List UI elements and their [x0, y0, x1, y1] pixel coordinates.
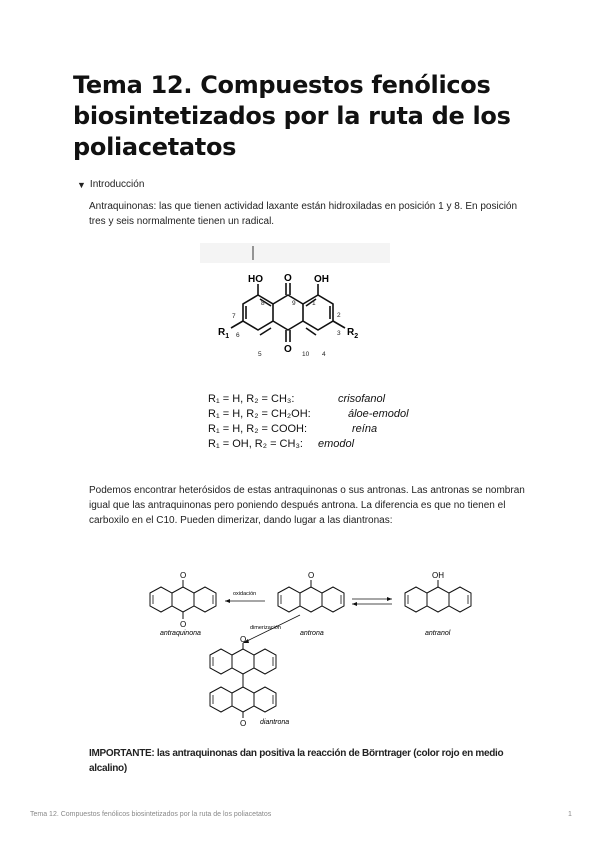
ho-label: HO — [248, 274, 263, 285]
antraquinona-label: antraquinona — [160, 630, 201, 637]
substituent-name-3: reína — [352, 423, 378, 435]
triangle-down-icon: ▼ — [77, 179, 86, 190]
r2-label: $R_2$ — [347, 327, 359, 340]
anthraquinone-structure-figure — [200, 242, 440, 457]
page-footer: Tema 12. Compuestos fenólicos biosintetizados por la ruta de los poliacetatos — [30, 811, 272, 818]
paragraph-importante — [89, 746, 534, 776]
position-9: 9 — [292, 300, 296, 307]
antraquinona-o-top: O — [180, 571, 187, 580]
antrona-structure — [278, 587, 344, 612]
page-number: 1 — [568, 811, 572, 818]
substituent-name-1: crisofanol — [338, 393, 386, 405]
diantrona-lower-structure — [210, 687, 276, 712]
antranol-oh: OH — [432, 571, 444, 580]
position-3: 3 — [337, 330, 341, 337]
position-8: 8 — [261, 300, 265, 307]
oh-label: OH — [314, 274, 329, 285]
oxidacion-label: oxidación — [233, 591, 257, 597]
substituent-name-4: emodol — [318, 438, 355, 450]
antraquinona-o-bottom: O — [180, 620, 187, 629]
position-2: 2 — [337, 312, 341, 319]
position-6: 6 — [236, 332, 240, 339]
position-7: 7 — [232, 313, 236, 320]
dimerizacion-label: dimerización — [250, 625, 281, 631]
importante-label: IMPORTANTE: — [89, 748, 155, 759]
antrona-o-top: O — [308, 571, 315, 580]
anthrone-reactions-figure — [140, 563, 480, 733]
o-top-label: O — [284, 273, 292, 284]
section-toggle-introduccion[interactable] — [77, 179, 144, 190]
diantrona-label: diantrona — [260, 719, 290, 726]
importante-text: las antraquinonas dan positiva la reacción de Börntrager (color rojo en medio alcalino) — [89, 748, 504, 774]
diantrona-upper-structure — [210, 649, 276, 674]
antrona-label: antrona — [300, 630, 324, 637]
paragraph-antraquinonas: Antraquinonas: las que tienen actividad laxante están hidroxiladas en posición 1 y 8. En posición tres y seis normalmente tienen un radical. — [89, 201, 518, 227]
antraquinona-structure — [150, 587, 216, 612]
antranol-label: antranol — [425, 630, 451, 637]
position-1: 1 — [312, 300, 316, 307]
o-bottom-label: O — [284, 344, 292, 355]
substituent-formula-3: R₁ = H, R₂ = COOH: — [208, 423, 308, 435]
diantrona-o-top: O — [240, 635, 247, 644]
diantrona-o-bottom: O — [240, 719, 247, 728]
paragraph-heterosidos: Podemos encontrar heterósidos de estas antraquinonas o sus antronas. Las antronas se nombran igual que las antraquinonas pero poniendo después antrona. La diferencia es que no tienen el carboxilo en el C10. Pueden dimerizar, dando lugar a las diantronas: — [89, 485, 525, 526]
substituent-formula-4: R₁ = OH, R₂ = CH₃: — [208, 438, 303, 450]
position-5: 5 — [258, 351, 262, 358]
toggle-label: Introducción — [89, 179, 145, 190]
substituent-name-2: áloe-emodol — [348, 408, 409, 420]
r1-label: $R_1$ — [218, 327, 230, 340]
substituent-formula-1: R₁ = H, R₂ = CH₃: — [208, 393, 295, 405]
page-title: Tema 12. Compuestos fenólicos biosintetizados por la ruta de los poliacetatos — [73, 71, 511, 161]
antranol-structure — [405, 587, 471, 612]
substituent-formula-2: R₁ = H, R₂ = CH₂OH: — [208, 408, 311, 420]
position-10: 10 — [302, 351, 310, 358]
position-4: 4 — [322, 351, 326, 358]
